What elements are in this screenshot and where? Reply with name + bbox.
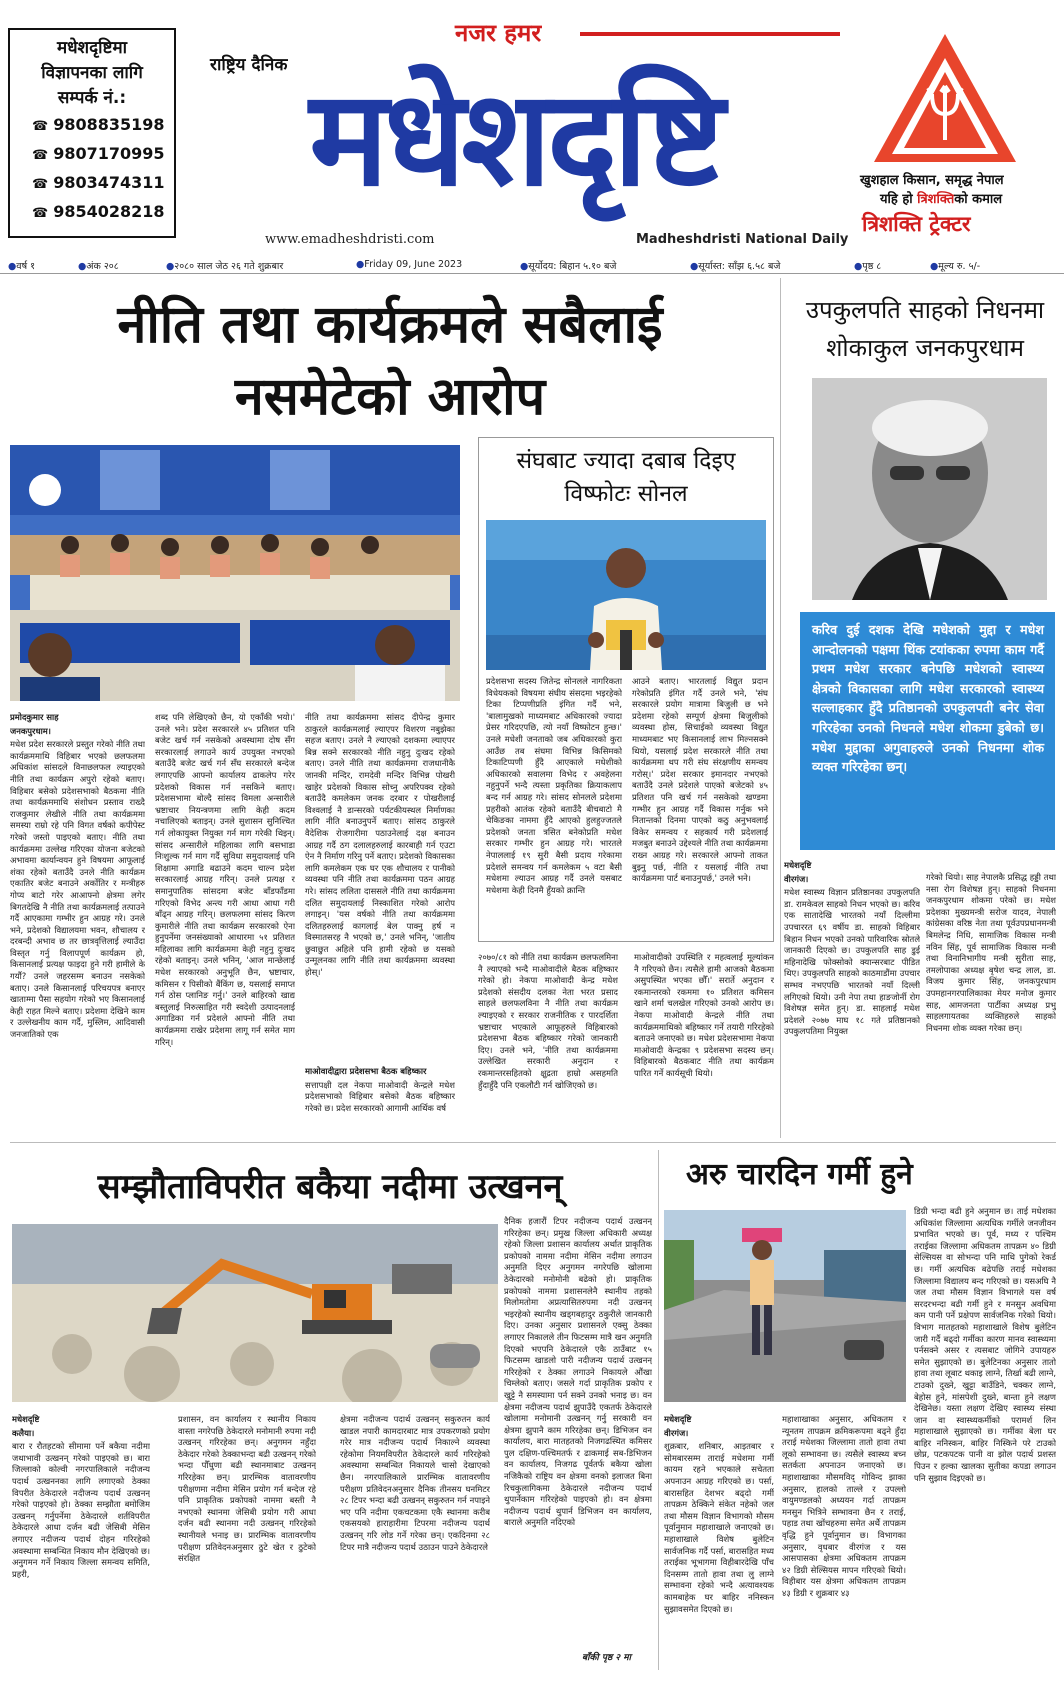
ad-phone-3: ☎ 9803474311 bbox=[10, 169, 174, 198]
masthead-tagline: नजर हमर bbox=[455, 19, 542, 47]
story-policy-text-3: नीति तथा कार्यक्रममा सांसद दीपेन्द्र कुमार ठाकुरले कार्यक्रमलाई ल्याएपर विशरण नबुझेका सहज बताए। उनले नै ल्याएको दशकमा ल्याएपर बिन्न सक्ने सरकारको नीति नहुनु दुःखद रहेको बताए। उनले नीति तथा कार्यक्रममा राजधानीकै जानकी मन्दिर, रामदेवी मन्दिर विभिन्न पोखरी खाहेर प्रदेशको विकास सोच्नु अपरिपक्व रहेको बताउँदै कमलेकम जनक दरबार र पोखरीलाई विश्वलाई नै डान्सरको पर्यटकीयस्थल निर्माणका लागि नीति बनाउनुपर्ने बताए। सांसद ठाकुरले वैदेशिक रोजगारीमा पठाउनेलाई दक्ष बनाउन आग्रह गर्दै ठग दलालहरुलाई कारबाही गर्न एउटा ऐन नै निर्माण गरिनु पर्ने बताए। प्रदेशको विकासका लागि कमलेकम एक घर एक शौचालय र पानीको व्यवस्था पनि नीति तथा कार्यक्रममा पठन आग्रह गरे। सांसद ललिता दाससले नीति तथा कार्यक्रममा दलित समुदायलाई निस्काशित गरेको आरोप लगाइन्। 'यस वर्षको नीति तथा कार्यक्रममा दलितहरुलाई कागलाई बेल पाक्नु हर्ष न विस्मातसरह नै भएको छ,' उनले भनिन्, 'जातीय छुवाछुत अहिले पनि हामी रहेको छ यसको उन्मूलनका लागि नीति तथा कार्यक्रममा व्यवस्था होस्।' bbox=[305, 712, 455, 978]
story-sonal-headline-1: संघबाट ज्यादा दबाब दिइए bbox=[516, 448, 736, 474]
sonal-photo bbox=[486, 520, 766, 670]
story-sonal-text-2: आउने बताए। भारतलाई विद्युत प्रदान गरेकोप्रति इंगित गर्दै उनले भने, 'संघ सरकारले प्रयोग मात्रामा बिजुली छ भने प्रदेशमा रहेको सम्पूर्ण क्षेत्रमा बिजुलीको व्यवस्था होस, सिचाईको व्यवस्था विद्युत माध्यमबाट भए किसानलाई लाभ मिल्नसक्ने थियो, यसलाई प्रदेश सरकारले नीति तथा कार्यक्रममा थप गरी संघ संरक्षणीय समन्वय गरोस्।' प्रदेश सरकार इमानदार नभएको बताउँदै उनले प्रदेशले पाएको बजेटको ४५ प्रतिशत पनि खर्च गर्न नसकेको खण्डमा गम्भीर हुन आग्रह गर्दै विकास गर्नुक भने नितान्तको दिनमा पाएको कठु अनुभवलाई विकेर समन्वय र सहकार्य गरी प्रदेशलाई मजबुत बनाउने उद्देश्यले नीति तथा कार्यक्रममा राख्न आग्रह गरे। सरकारले आफ्नो ताकत बुझ्नु पर्छ, नीति र यसलाई नीति तथा कार्यक्रममा पार्ट बनाउनुपर्छ,' उनले भने। bbox=[632, 676, 768, 884]
meta-date-en: ● Friday 09, June 2023 bbox=[356, 259, 462, 270]
heat-photo-graphic bbox=[664, 1210, 906, 1402]
excavator-photo-graphic bbox=[12, 1224, 498, 1402]
story-river-continued: बाँकी पृष्ठ २ मा bbox=[582, 1653, 631, 1663]
ad-trishakti-line1: खुशहाल किसान, समृद्ध नेपाल bbox=[860, 173, 1004, 188]
story-obituary-headline-2: शोकाकुल जनकपुरधाम bbox=[826, 334, 1024, 362]
story-heat-text-1: शुक्रबार, शनिबार, आइतबार र सोमबारसम्म ताराई मधेशमा गर्मी कायम रहने भएकाले सचेतता अपनाउन आग्रह गरिएको छ। पर्सा, बारासहित देशभर बढ्दो गर्मी तापक्रम ठेक्किने संकेत नहेको जल तथा मौसम विज्ञान विभागको मौसम पूर्वानुमान महाशाखाले जनाएको छ। महाशाखाले विशेष बुलेटिन सार्वजनिक गर्दै पर्सा, बारासहित मध्य तराईका भूभागमा विहीबारदेखि पाँच दिनसम्म तातो हावा तथा लु लाग्ने सम्भावना रहेको भन्दै अत्यावश्यक कामबाहेक घर बाहिर ननिस्कन सुझावसमेत दिएको छ। bbox=[664, 1441, 774, 1614]
assembly-photo-graphic bbox=[10, 445, 460, 701]
divider-vertical-right bbox=[780, 278, 781, 1138]
story-obituary-col-2 bbox=[926, 872, 1056, 1132]
story-heat-text-3: डिग्री भन्दा बढी हुने अनुमान छ। ताई मधेशका अधिकांश जिल्लामा अत्यधिक गर्मीले जनजीवन प्रभावित भएको छ। पूर्व, मध्य र पश्चिम तराईका जिल्लामा अधिकतम तापक्रम ४० डिग्री सेल्सियस वा सोभन्दा पनि माथि पुगेको रेकर्ड छ। गर्मी अत्यधिक बढेपछि तराई मधेशका जिल्लामा विद्यालय बन्द गरिएको छ। यसअघि नै जल तथा मौसम विज्ञान विभागले यस वर्ष सरदरभन्दा बढी गर्मी हुने र मनसुन अवधिमा कम पानी पर्ने प्रक्षेपण सार्वजनिक गरेको थियो। विभाग मातहतको महाशाखाले विशेष बुलेटिन जारी गर्दै बढ्दो गर्मीका कारण मानव स्वास्थ्यमा पर्नसक्ने असर र त्यसबाट जोगिने उपायहरु समेत सुझाएको छ। बुलेटिनका अनुसार तातो हावा तथा लूबाट थकाइ लाग्ने, तिर्खा बढी लाग्ने, टाउको दुख्ने, खुट्टा बाउँडिने, चक्कर लाग्ने, बेहोस हुने, मांसपेशी दुख्ने, बान्ता हुने लक्षण देखिनेछ। यस्ता लक्षण देखिए स्वास्थ्य संस्था जान वा स्वास्थ्यकर्मीको परामर्श लिन महाशाखाले सुझाएको छ। गर्मीका बेला घर बाहिर ननिस्कन, बाहिर निस्किने परे टाउको छोप्न, पटकपटक पानी वा झोल पदार्थ प्रशस्त पिउन र हल्का खालका सुतीका कपडा लगाउन पनि सुझाव दिइएको छ। bbox=[914, 1206, 1056, 1483]
meta-sunset: ● सूर्यास्त: साँझ ६.५८ बजे bbox=[690, 259, 780, 272]
divider-horizontal-mid bbox=[10, 1142, 1056, 1143]
story-sonal-col-4 bbox=[634, 952, 774, 1132]
meta-date-np: ● २०८० साल जेठ २६ गते शुक्रबार bbox=[166, 259, 283, 272]
meta-pages: ● पृष्ठ ८ bbox=[854, 259, 881, 272]
story-obituary-col-1 bbox=[784, 860, 920, 1132]
story-heat-text-2: महाशाखाका अनुसार, अधिकतम र न्यूनतम तापक्रम क्रमिकरूपमा बढ्ने हुँदा तराई मधेशका जिल्लामा तातो हावा तथा लूको सम्भावना छ। त्यसैले स्वास्थ्य बच्न सतर्कता अपनाउन जनाएको छ। महाशाखाका मौसमविद् गोविन्द झाका अनुसार, हालको ताल्ले र उपल्लो वायुमण्डलको अध्ययन गर्दा तापक्रम मनसुन भित्रिने सम्भावना छैन र तराई, पहाड तथा खोंचहरुमा समेत अर्थै तापक्रम वृद्धि हुने पूर्वानुमान छ। विभागका अनुसार, वृधबार वीरगंज र यस आसपासका क्षेत्रमा अधिकतम तापक्रम ४२ डिग्री सेल्सियस मापन गरिएको थियो। विहीबार यस क्षेत्रमा अधिकतम तापक्रम ४३ डिग्री र शुक्रबार ४३ bbox=[782, 1414, 906, 1598]
obituary-quote: करिव दुई दशक देखि मधेशको मुद्दा र मधेश आन्दोलनको पक्षमा थिंक टयांकका रुपमा काम गर्दै प्रथम मधेश सरकार बनेपछि मधेशको स्वास्थ्य क्षेत्रको विकासका लागि मधेश सरकारको स्वास्थ्य सल्लाहकार हुँदै प्रतिष्ठानको उपकुलपती बनेर सेवा गरिरहेका उनको निधनले मधेश शोकमा डुबेको छ। मधेश मुद्दाका अगुवाहरुले उनको निधनमा शोक व्यक्त गरिरहेका छन्। bbox=[812, 622, 1044, 775]
story-river-col-1 bbox=[12, 1414, 150, 1674]
story-sonal-text-3: २०७०/८१ को नीति तथा कार्यक्रम छलफलमिना नै ल्याएको भन्दै माओवादीले बैठक बहिष्कार गरेको हो। नेकपा माओवादी केन्द्र मधेश प्रदेशको संसदीय दलका नेता भरत प्रसाद साहले छलफलविना नै नीति तथा कार्यक्रम ल्याइएको र सरकार राजनीतिक र पारदर्शिता भ्रष्टाचार भएकाले आफूहरुले विहिबारको प्रदेशसभा बैठक बहिष्कार गरेको जानकारी दिए। उनले भने, 'नीति तथा कार्यक्रममा उल्लेखित सरकारी अनुदान र रकमान्तरसहितको क्षुद्रता हाम्रो असहमति हुँदाहुँदै पनि एकलौटी गर्न खोजिएको छ। bbox=[478, 952, 618, 1090]
ad-line2-brand: त्रिशक्ति bbox=[917, 192, 955, 207]
story-policy-byline: प्रमोदकुमार साह bbox=[10, 712, 59, 722]
masthead-website[interactable]: www.emadheshdristi.com bbox=[265, 232, 435, 247]
story-river-byline: मधेशदृष्टि bbox=[12, 1414, 40, 1424]
obituary-portrait bbox=[812, 378, 1047, 600]
story-river-dateline: कलैया। bbox=[12, 1427, 35, 1438]
story-policy-headline-2: नसमेटेको आरोप bbox=[234, 367, 546, 427]
meta-volume: ● वर्ष १ bbox=[8, 259, 35, 272]
story-sonal-headline-2: विष्फोटः सोनल bbox=[564, 481, 688, 507]
story-obituary-dateline: वीरगंज। bbox=[784, 873, 809, 884]
ad-line-1: मधेशदृष्टिमा bbox=[56, 38, 128, 58]
ad-phone-1: ☎ 9808835198 bbox=[10, 111, 174, 140]
issue-meta-bar bbox=[0, 258, 1064, 274]
ad-line-2: विज्ञापनका लागि bbox=[41, 63, 143, 83]
sonal-photo-graphic bbox=[486, 520, 766, 670]
obituary-portrait-graphic bbox=[812, 378, 1047, 600]
masthead-english-name: Madheshdristi National Daily bbox=[636, 232, 849, 247]
heat-photo bbox=[664, 1210, 906, 1402]
story-policy-text-1: मधेश प्रदेश सरकारले प्रस्तुत गरेको नीति तथा कार्यक्रममाथि विहिबार भएको छलफलमा अधिकांश सांसदले विनाछलफल ल्याइएको नीति तथा कार्यक्रम अपुरो रहेको बताए। विहिबार बसेको प्रदेशसभाको बैठकमा नीति तथा कार्यक्रममाथि संशोधन प्रस्ताव राख्दै राजकुमार लेखीले नीति तथा कार्यक्रममा समस्या राम्रो रहे पनि विगत वर्षको कपीपेस्ट गरेको जस्तो पाइएको बताए। नीति तथा कार्यक्रममा उल्लेख गरिएका योजना बजेटको अभावमा कार्यान्वयन हुने विषयमा आफूलाई शंका रहेको बताउँदै उनले नीति कार्यक्रम एकातिर बजेट बनाउने अर्कोतिर र मन्त्रीहरु गोप्य बाटो गरेर आआफ्नो क्षेत्रमा लगेर बिगतदेखि नै नीति तथा कार्यक्रमलाई तत्पाउने गर्दै आएकामा गम्भीर हुन आग्रह गरे। उनले भने, प्रदेशको विद्यालयमा भवन, शौचालय र दरबन्दी अभाव छ तर छात्रवृत्तिलाई ल्याउँदा विस्तृत गर्नु विलापपूर्ण कार्यक्रम हो, किसानलाई प्रत्यक्ष फाइदा हुने गरी हामीले के गर्यौ? उनले जहरसम्म बनाउन नसकेको बताए। उनले किसानलाई परिचयपत्र बनाएर खाताम्मा पैसा सहयोग गरेको भए किसानलाई केही राहत मिल्ने बताए। प्रदेशमा देखिने काम र उल्लेखनीय काम गर्दै, मुस्लिम, आदिवासी जनजातिको एक bbox=[10, 739, 145, 1040]
story-obituary-headline-1: उपकुलपति साहको निधनमा bbox=[805, 296, 1045, 324]
story-policy-col-2 bbox=[155, 712, 295, 1132]
story-heat-col-2 bbox=[782, 1414, 906, 1674]
story-river-headline: सम्झौताविपरीत बकैया नदीमा उत्खनन् bbox=[97, 1167, 563, 1207]
story-river-text-1: बारा र रौतहटको सीमामा पर्ने बकैया नदीमा जथाभावी उत्खनन् गरेको पाइएको छ। बारा जिल्लाको कोल्वी नगरपालिकाले नदीजन्य पदार्थ उत्खननका लागि लगाएको ठेक्का विपरीत ठेकेदारले नदीजन्य पदार्थ उत्खनन् गरेको पाइएको हो। ठेक्का सम्झौता बमोजिम उत्खनन् गर्नुपर्नेमा ठेकेदारले शर्तविपरीत ठेकेदारले आधा दर्जन बढी जेसिबी मेसिन लगाएर नदीजन्य पदार्थ दोहन गरिरहेको अवस्थामा सम्बन्धित निकाय मौन देखिएको छ। अनुगमन गर्ने निकाय जिल्ला समन्वय समिति, प्रहरी, bbox=[12, 1441, 150, 1579]
story-river-text-3: क्षेत्रमा नदीजन्य पदार्थ उत्खनन् सकुरुतन कार्य खाडल नपारी कामदारबाट मात्र उपकरणको प्रयोग गरेर मात्र नदीजन्य पदार्थ निकाल्ने व्यवस्था रहेकोमा नियमविपरीत ठेकेदारले कार्य गरिरहेको अवस्थामा सम्बन्धित निकायले चासो देखाएको छैन। नगरपालिकाले प्रारम्भिक वातावरणीय परीक्षण प्रतिवेदनअनुसार दैनिक तीनसय घनमिटर २८ टिपर भन्दा बढी उत्खनन् सकुरुतन गर्न नपाइने भए पनि नदीमा एकचटकमा एकै स्थानमा करीब एकसयको हाराहारीमा टिपरमा नदीजन्य पदार्थ उत्खनन् गरि लोड गर्ने गरेका छन्। एकदिनमा २८ टिपर मात्रै नदीजन्य पदार्थ उठाउन पाउने ठेकेदारले bbox=[340, 1414, 490, 1552]
masthead-title: मधेशदृष्टि bbox=[309, 62, 721, 216]
ad-phone-4: ☎ 9854028218 bbox=[10, 198, 174, 227]
masthead-red-rule bbox=[580, 32, 840, 36]
ad-phone-2: ☎ 9807170995 bbox=[10, 140, 174, 169]
story-obituary-text-2: गरेको थियो। साह नेपालकै प्रसिद्ध हड्डी तथा नसा रोग विशेषज्ञ हुन्। साहको निधनमा जनकपुरधाम शोकमा परेको छ। मधेश प्रदेशका मुख्यमन्त्री सरोज यादव, नेपाली कांग्रेसका वरिष्ठ नेता तथा पूर्वउपप्रधानमन्त्री बिमलेन्द्र निधि, सामाजिक विकास मन्त्री नविन सिंह, पूर्व सामाजिक विकास मन्त्री तथा विनानिभागीय मन्त्री सुरीता साह, तमलोपाका अध्यक्ष बृषेश चन्द्र लाल, डा. विजय कुमार सिंह, जनकपुरधाम उपमहानगरपालिकाका मेयर मनोज कुमार साह, आमजनता पार्टीका अध्यक्ष प्रभु साहलगायतका व्यक्तिहरुले साहको निधनमा शोक व्यक्त गरेका छन्। bbox=[926, 872, 1056, 1033]
ad-line-3: सम्पर्क नं.: bbox=[57, 88, 127, 108]
story-sonal-col-2 bbox=[632, 676, 768, 932]
masthead-subtitle: राष्ट्रिय दैनिक bbox=[210, 55, 288, 75]
meta-sunrise: ● सूर्योदय: बिहान ५.१० बजे bbox=[520, 259, 616, 272]
story-sonal-text-4: माओवादीको उपस्थिति र महत्वलाई मूल्यांकन नै गरिएको छैन। त्यसैले हामी आजको बैठकमा असुपस्थित भएका छौँ।' सरार्ते अनुदान र रकमान्तरको रकममा १० प्रतिशत कमिसन खाने शर्मा चलखेल गरिएको उनको आरोप छ। नेकपा माओवादी केन्द्रले नीति तथा कार्यक्रममाथिको बहिष्कार गर्ने तयारी गरिरहेको बताउने जनाएको छ। मधेश प्रदेशसभामा नेकपा माओवादी केन्द्रका ९ प्रदेशसभा सदस्य छन्। विहिबारको बैठकबाट नीति तथा कार्यक्रम पारित गर्ने कार्यसूची थियो। bbox=[634, 952, 774, 1078]
story-policy-text-4: सत्तापक्षी दल नेकपा माओवादी केन्द्रले मधेश प्रदेशसभाको विहिबार बसेको बैठक बहिष्कार गरेको छ। प्रदेश सरकारको आगामी आर्थिक वर्ष bbox=[305, 1079, 455, 1113]
story-policy-col-3 bbox=[305, 712, 455, 1132]
story-sonal-text-1: प्रदेशसभा सदस्य जितेन्द्र सोनलले नागरिकता विधेयकको विषयमा संघीय संसदमा भइरहेको टिका टिप्पणीप्रति इंगित गर्दै भने, 'बालामुखको माध्यमबाट अधिकारको ज्यादा प्रेसर गरिदएपछि, त्यो नयाँ विष्फोटन हुन्छ।' उनले मधेशी जनताको जब अधिकारको कुरा आउँछ तब संघमा विभिन्न किसिमको टिकाटिप्पणी हुँदै आएकाले मधेशीको अधिकारको सवालमा विभेद र अवहेलना नहुनुपर्ने भन्दै त्यस्ता प्रकृतिका क्रियाकलाप बन्द गर्न आग्रह गरे। सांसद सोनलले प्रदेशमा प्रहरीको आतंक रहेको बताउँदै बीचबाटो मै चेकिङका नाममा हुँदै आएको हुलहुज्जतले प्रदेशको जनता त्रसित बनेकोप्रति मधेश सरकार गम्भीर हुन आग्रह गरे। भारतले नेपाललाई १९ सुरी बैसी प्रदाय गरेकामा प्रदेशले समन्वय गर्न कमलेकम ५ वटा बैसी मधेशमा ल्याउन आग्रह गर्दै उनले यसबाट मधेशमा केही दिनमै हुँयको क्रान्ति bbox=[486, 676, 622, 895]
story-heat-byline: मधेशदृष्टि bbox=[664, 1414, 692, 1424]
story-heat-headline: अरु चारदिन गर्मी हुने bbox=[686, 1157, 913, 1192]
ad-trishakti-product: त्रिशक्ति ट्रेक्टर bbox=[862, 212, 971, 236]
story-river-col-4 bbox=[504, 1216, 652, 1646]
meta-price: ● मूल्य रु. ५/- bbox=[930, 259, 980, 272]
meta-issue: ● अंक २०८ bbox=[78, 259, 119, 272]
ad-line2-post: को कमाल bbox=[954, 192, 1003, 207]
story-heat-dateline: वीरगंज। bbox=[664, 1427, 689, 1438]
story-river-col-3 bbox=[340, 1414, 490, 1674]
story-river-col-2 bbox=[178, 1414, 316, 1674]
story-river-text-2: प्रशासन, वन कार्यालय र स्थानीय निकाय वास्ता नगरेपछि ठेकेदारले मनोमानी रुपमा नदी उत्खनन् गरिरहेका छन्। अनुगमन नहुँदा ठेकेदार गरेको ठेक्काभन्दा बढी उत्खनन् गरेको भन्दा पौँधुणा बढी स्थानमाबाट उत्खनन् गरिरहेका छन्। प्रारम्भिक वातावरणीय परीक्षणमा नदीमा मेसिन प्रयोग गर्न बन्देज रहे पनि प्राकृतिक प्रकोपको नाममा बस्ती नै नभएको स्थानमा जेसिबी प्रयोग गरी आधा दर्जन बढी स्थानमा नदी उत्खनन् गरिरहेको स्थानीयले भनाइ छ। प्रारम्भिक वातावरणीय परीक्षण प्रतिवेदनअनुसार ठुटे खेत र ठुटेको संरक्षित bbox=[178, 1414, 316, 1564]
story-obituary-text-1: मधेश स्वास्थ्य विज्ञान प्रतिष्ठानका उपकुलपति डा. रामकेवल साहको निधन भएको छ। करिव एक सातादेखि भारतको नयाँ दिल्लीमा उपचाररत ६९ वर्षीय डा. साहको विहिबार बिहान निधन भएको उनको पारिवारिक स्रोतले जानकारी दिएको छ। उपकुलपति साह डुई महिनादेखि फोक्सोको क्यान्सरबाट पीडित थिए। उपकुलपति साहको काठमाडौंमा उपचार सम्भव नभएपछि भारतको नयाँ दिल्ली लगिएको थियो। उनी नेपा तथा हाङजोर्नी रोग विशेषज्ञ समेत हुन्। डा. साहलाई मधेश प्रदेशले २०७७ माघ १८ गते प्रतिष्ठानको उपकुलपतिमा नियुक्त bbox=[784, 887, 920, 1037]
story-sonal-col-1 bbox=[486, 676, 622, 932]
ad-trishakti-line2 bbox=[880, 189, 1002, 207]
story-heat-col-3 bbox=[914, 1206, 1056, 1674]
ad-line2-pre: यहि हो bbox=[880, 192, 913, 207]
ad-contact-box bbox=[8, 28, 176, 238]
story-sonal-col-3 bbox=[478, 952, 618, 1132]
excavator-photo bbox=[12, 1224, 498, 1402]
story-policy-headline-1: नीति तथा कार्यक्रमले सबैलाई bbox=[117, 295, 663, 355]
story-policy-col-1 bbox=[10, 712, 145, 1132]
trishakti-logo bbox=[870, 28, 1020, 166]
story-policy-dateline: जनकपुरधाम। bbox=[10, 725, 51, 736]
story-obituary-byline: मधेशदृष्टि bbox=[784, 860, 812, 870]
assembly-photo bbox=[10, 445, 460, 701]
story-policy-subhead: माओवादीद्वारा प्रदेशसभा बैठक बहिष्कार bbox=[305, 1066, 427, 1076]
story-policy-text-2: शब्द पनि लेखिएको छैन, यो एकाँकी भयो।' उनले भने। प्रदेश सरकारले ४५ प्रतिशत पनि बजेट खर्च गर्न नसकेको अवस्थामा दोष सँग सरकारलाई लगाउने कार्य उपयुक्त नभएको बताउँदै बजेट खर्च गर्न सँघ सरकारले बन्देज लगाएपछि आफ्नो कार्यालय ढाकलेप गरेर प्रदेशको विकास गर्न नसकिने बताए। प्रदेशसभामा बोल्दै सांसद विमला अन्सारीले भ्रष्टाचार नियन्त्रणमा लागि केही कदम नचालिएको बताइन्। उनले सुशासन सुनिश्चित गर्न लोकायुक्त नियुक्त गर्न माग गरेकी थिइन्। सांसद अन्सारीले महिलाका लागि बसभाडा निःशुल्क गर्न माग गर्दै सुविधा समुदायलाई पनि शिक्षामा अगाडि बढाउने कदम चाल्न प्रदेश सरकारलाई आग्रह गरिन्। उनले प्रत्यक्ष र समानुपातिक सांसदमा बजेट बाँडफाँडमा गरिएको विभेद अन्त्य गरी आधा आधा गरी बाँढ्न आग्रह गरिन्। छलफलमा सांसद किरण कुमारीले नीति तथा कार्यक्रम सरकारको ऐना हुनुपर्नेमा जनसंख्याको आधारमा ५१ प्रतिशत महिलाका लागि कार्यक्रममा केही नहुनु दुःखद रहेको बताइन्। उनले भनिन्, 'आज मान्छेलाई मधेश सरकारको अनुभूति छैन, भ्रष्टाचार, कमिसन र पिसीको बैंकिंग छ, यसलाई समाप्त गर्न ठोस प्लानिङ गर्नु।' उनले बाहिरको खाद्य बस्तुलाई निरुत्साहित गरी स्वदेशी उत्पादनलाई अगाडिका गर्न प्रदेशले आफ्नो नीति तथा कार्यक्रममा राखेर प्रदेशमा लागू गर्न समेत माग गरिन्। bbox=[155, 712, 295, 1047]
story-heat-col-1 bbox=[664, 1414, 774, 1674]
divider-vertical-bottom bbox=[658, 1150, 659, 1670]
story-river-text-4: दैनिक हजारौं टिपर नदीजन्य पदार्थ उत्खनन् गरिरहेका छन्। प्रमुख जिल्ला अधिकारी अध्यक्ष रहेको जिल्ला प्रशासन कार्यालय अर्थात प्राकृतिक प्रकोपको नाममा नदीमा मेसिन नदीमा लगाउन अनुमति दिएर अनुगमन नगरेपछि खोलामा ठेकेदारको मनोमोनी बढेको हो। प्राकृतिक प्रकोपको नाममा प्रशासनलेनै स्थानीय तहको मिलोमतोमा अप्रत्यासितरुपमा नदी उत्खनन् भइरहेको स्थानीय खड्गबहादुर ठकुरीले जानकारी दिए। उनका अनुसार प्रशासनले एक्सु ठेक्का लगाएर निकालले तीन फिटसम्म मात्रै खन अनुमति दिएको भएपनि ठेकेदारले एकै ठाउँबाट १५ फिटसम्म खाडलो पारी नदीजन्य पदार्थ उत्खनन् गरिरहेको र ठेक्का लगाउने निकायले औंखा चिम्लेको बताए। जसले गर्दा प्राकृतिक प्रकोप र खुट्टे नै समस्यामा पर्न सक्ने उनको भनाइ छ। वन क्षेत्रमा नदीजन्य पदार्थ झुपाउँदै एकतर्फ ठेकेदारले खोलामा मनोमानी उत्खनन् गर्नु सरकारी वन क्षेत्रमा झुपानै काम गरिरहेका छन्। डिभिजन वन कार्यालय, बारा मातहतको निजगढस्थित कमिसर पुल दक्षिण-पश्चिमतर्फ र ढाकमाई सब-डिभिजन वन कार्यालय, निजगढ पूर्वतर्फ बकैया खोला नजिकैको राष्ट्रिय वन क्षेत्रमा वनको इलाजत बिना रिचकुलागिकमा ठेकेदारले नदीजन्य पदार्थ थुपार्नेकाम गरिरहेको पाइएको हो। वन क्षेत्रमा नदीजन्य पदार्थ थुपार्न डिभिजन वन कार्यालय, बाराले अनुमति नदिएको bbox=[504, 1216, 652, 1528]
